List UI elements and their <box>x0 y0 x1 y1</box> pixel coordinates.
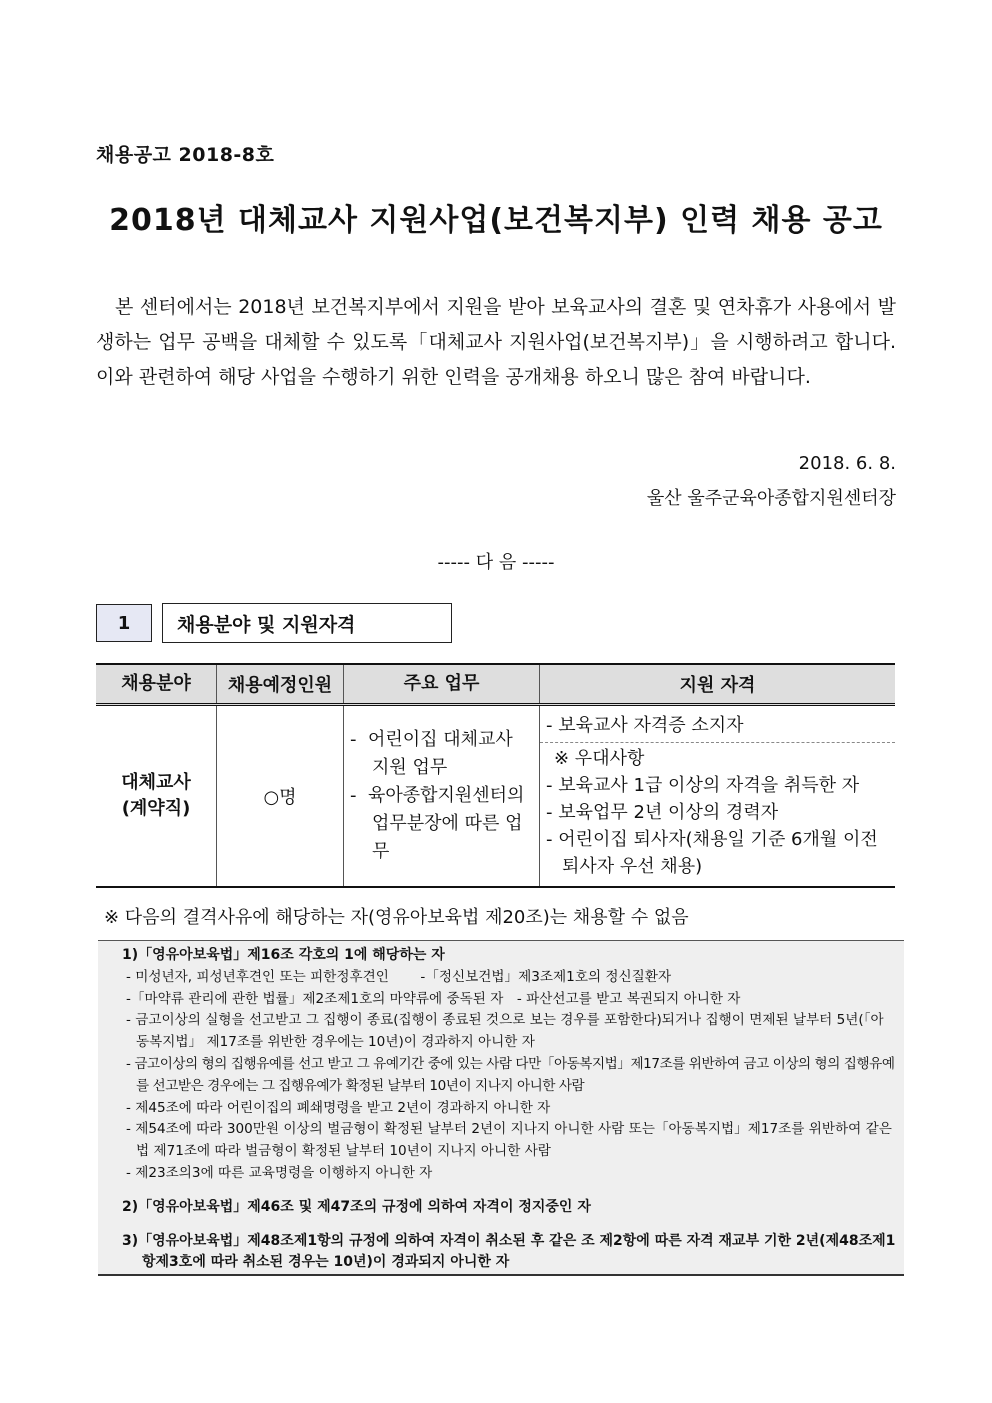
section-number: 1 <box>96 604 152 642</box>
table-row <box>96 705 895 888</box>
recruitment-table <box>96 663 895 888</box>
field-type: (계약직) <box>121 798 191 819</box>
cell-duties <box>344 705 540 888</box>
list-item: - 금고이상의 실형을 선고받고 그 집행이 종료(집행이 종료된 것으로 보는 경우를 포함한다)되거나 집행이 면제된 날부터 5년(「아동복지법」 제17조를 위반한 경우에는 10년)이 경과하지 아니한 자 <box>126 1012 884 1051</box>
header-count: 채용예정인원 <box>217 664 344 705</box>
duty-text: 어린이집 대체교사 지원 업무 <box>367 729 513 778</box>
section-divider: ----- 다 음 ----- <box>437 552 555 573</box>
list-item: - 금고이상의 형의 집행유예를 선고 받고 그 유예기간 중에 있는 사람 다만「아동복지법」제17조를 위반하여 금고 이상의 형의 집행유예를 선고받은 경우에는 그 집행유예가 확정된 날부터 10년이 지나지 아니한 사람 <box>126 1055 895 1094</box>
intro-text: 본 센터에서는 2018년 보건복지부에서 지원을 받아 보육교사의 결혼 및 연차휴가 사용에서 발생하는 업무 공백을 대체할 수 있도록「대체교사 지원사업(보건복지부)」을 시행하려고 합니다. 이와 관련하여 해당 사업을 수행하기 위한 인력을 공개채용 하오니 많은 참여 바랍니다. <box>96 296 896 388</box>
list-item: - 제23조의3에 따른 교육명령을 이행하지 아니한 자 <box>126 1164 433 1181</box>
disqualification-note: ※ 다음의 결격사유에 해당하는 자(영유아보육법 제20조)는 채용할 수 없음 <box>104 907 689 928</box>
page-title: 2018년 대체교사 지원사업(보건복지부) 인력 채용 공고 <box>109 203 883 238</box>
duty-text: 육아종합지원센터의 업무분장에 따른 업무 <box>367 785 525 862</box>
preference-item: - 어린이집 퇴사자(채용일 기준 6개월 이전 퇴사자 우선 채용) <box>546 829 878 877</box>
cell-count: ○명 <box>217 705 344 888</box>
field-name: 대체교사 <box>121 772 191 793</box>
disq-heading-1: 1)「영유아보육법」제16조 각호의 1에 해당하는 자 <box>122 947 445 963</box>
list-item: - 미성년자, 피성년후견인 또는 피한정후견인 -「정신보건법」제3조제1호의 정신질환자 <box>126 968 672 985</box>
list-item: - 제54조에 따라 300만원 이상의 벌금형이 확정된 날부터 2년이 지나지 아니한 사람 또는「아동복지법」제17조를 위반하여 같은 법 제71조에 따라 벌금형이 확정된 날부터 10년이 지나지 아니한 사람 <box>126 1121 892 1160</box>
notice-date: 2018. 6. 8. <box>798 453 896 474</box>
preference-title: ※ 우대사항 <box>554 748 645 769</box>
duty-item: - 육아종합지원센터의 업무분장에 따른 업무 <box>350 785 525 862</box>
list-item: -「마약류 관리에 관한 법률」제2조제1호의 마약류에 중독된 자 - 파산선고를 받고 복권되지 아니한 자 <box>126 990 741 1007</box>
preference-item: - 보육업무 2년 이상의 경력자 <box>546 802 779 823</box>
preference-item: - 보육교사 1급 이상의 자격을 취득한 자 <box>546 775 860 796</box>
disq-heading-2: 2)「영유아보육법」제46조 및 제47조의 규정에 의하여 자격이 정지중인 자 <box>122 1198 591 1215</box>
intro-paragraph <box>96 290 896 395</box>
table-header-row <box>96 664 895 705</box>
disq-heading-3: 3)「영유아보육법」제48조제1항의 규정에 의하여 자격이 취소된 후 같은 조 제2항에 따른 자격 재교부 기한 2년(제48조제1항제3호에 따라 취소된 경우는 10년)이 경과되지 아니한 자 <box>122 1232 896 1271</box>
cell-qualification <box>540 705 896 888</box>
header-duties: 주요 업무 <box>344 664 540 705</box>
list-item: - 제45조에 따라 어린이집의 폐쇄명령을 받고 2년이 경과하지 아니한 자 <box>126 1099 551 1116</box>
notice-number: 채용공고 2018-8호 <box>96 144 275 166</box>
organization-name: 울산 울주군육아종합지원센터장 <box>646 488 896 509</box>
section-title: 채용분야 및 지원자격 <box>162 603 452 643</box>
cell-field <box>96 705 217 888</box>
qualification-main: - 보육교사 자격증 소지자 <box>540 706 895 743</box>
disqualification-box <box>98 940 904 1276</box>
preference-list <box>540 743 895 886</box>
header-field: 채용분야 <box>96 664 217 705</box>
header-qualification: 지원 자격 <box>540 664 896 705</box>
duty-item: - 어린이집 대체교사 지원 업무 <box>350 729 513 778</box>
